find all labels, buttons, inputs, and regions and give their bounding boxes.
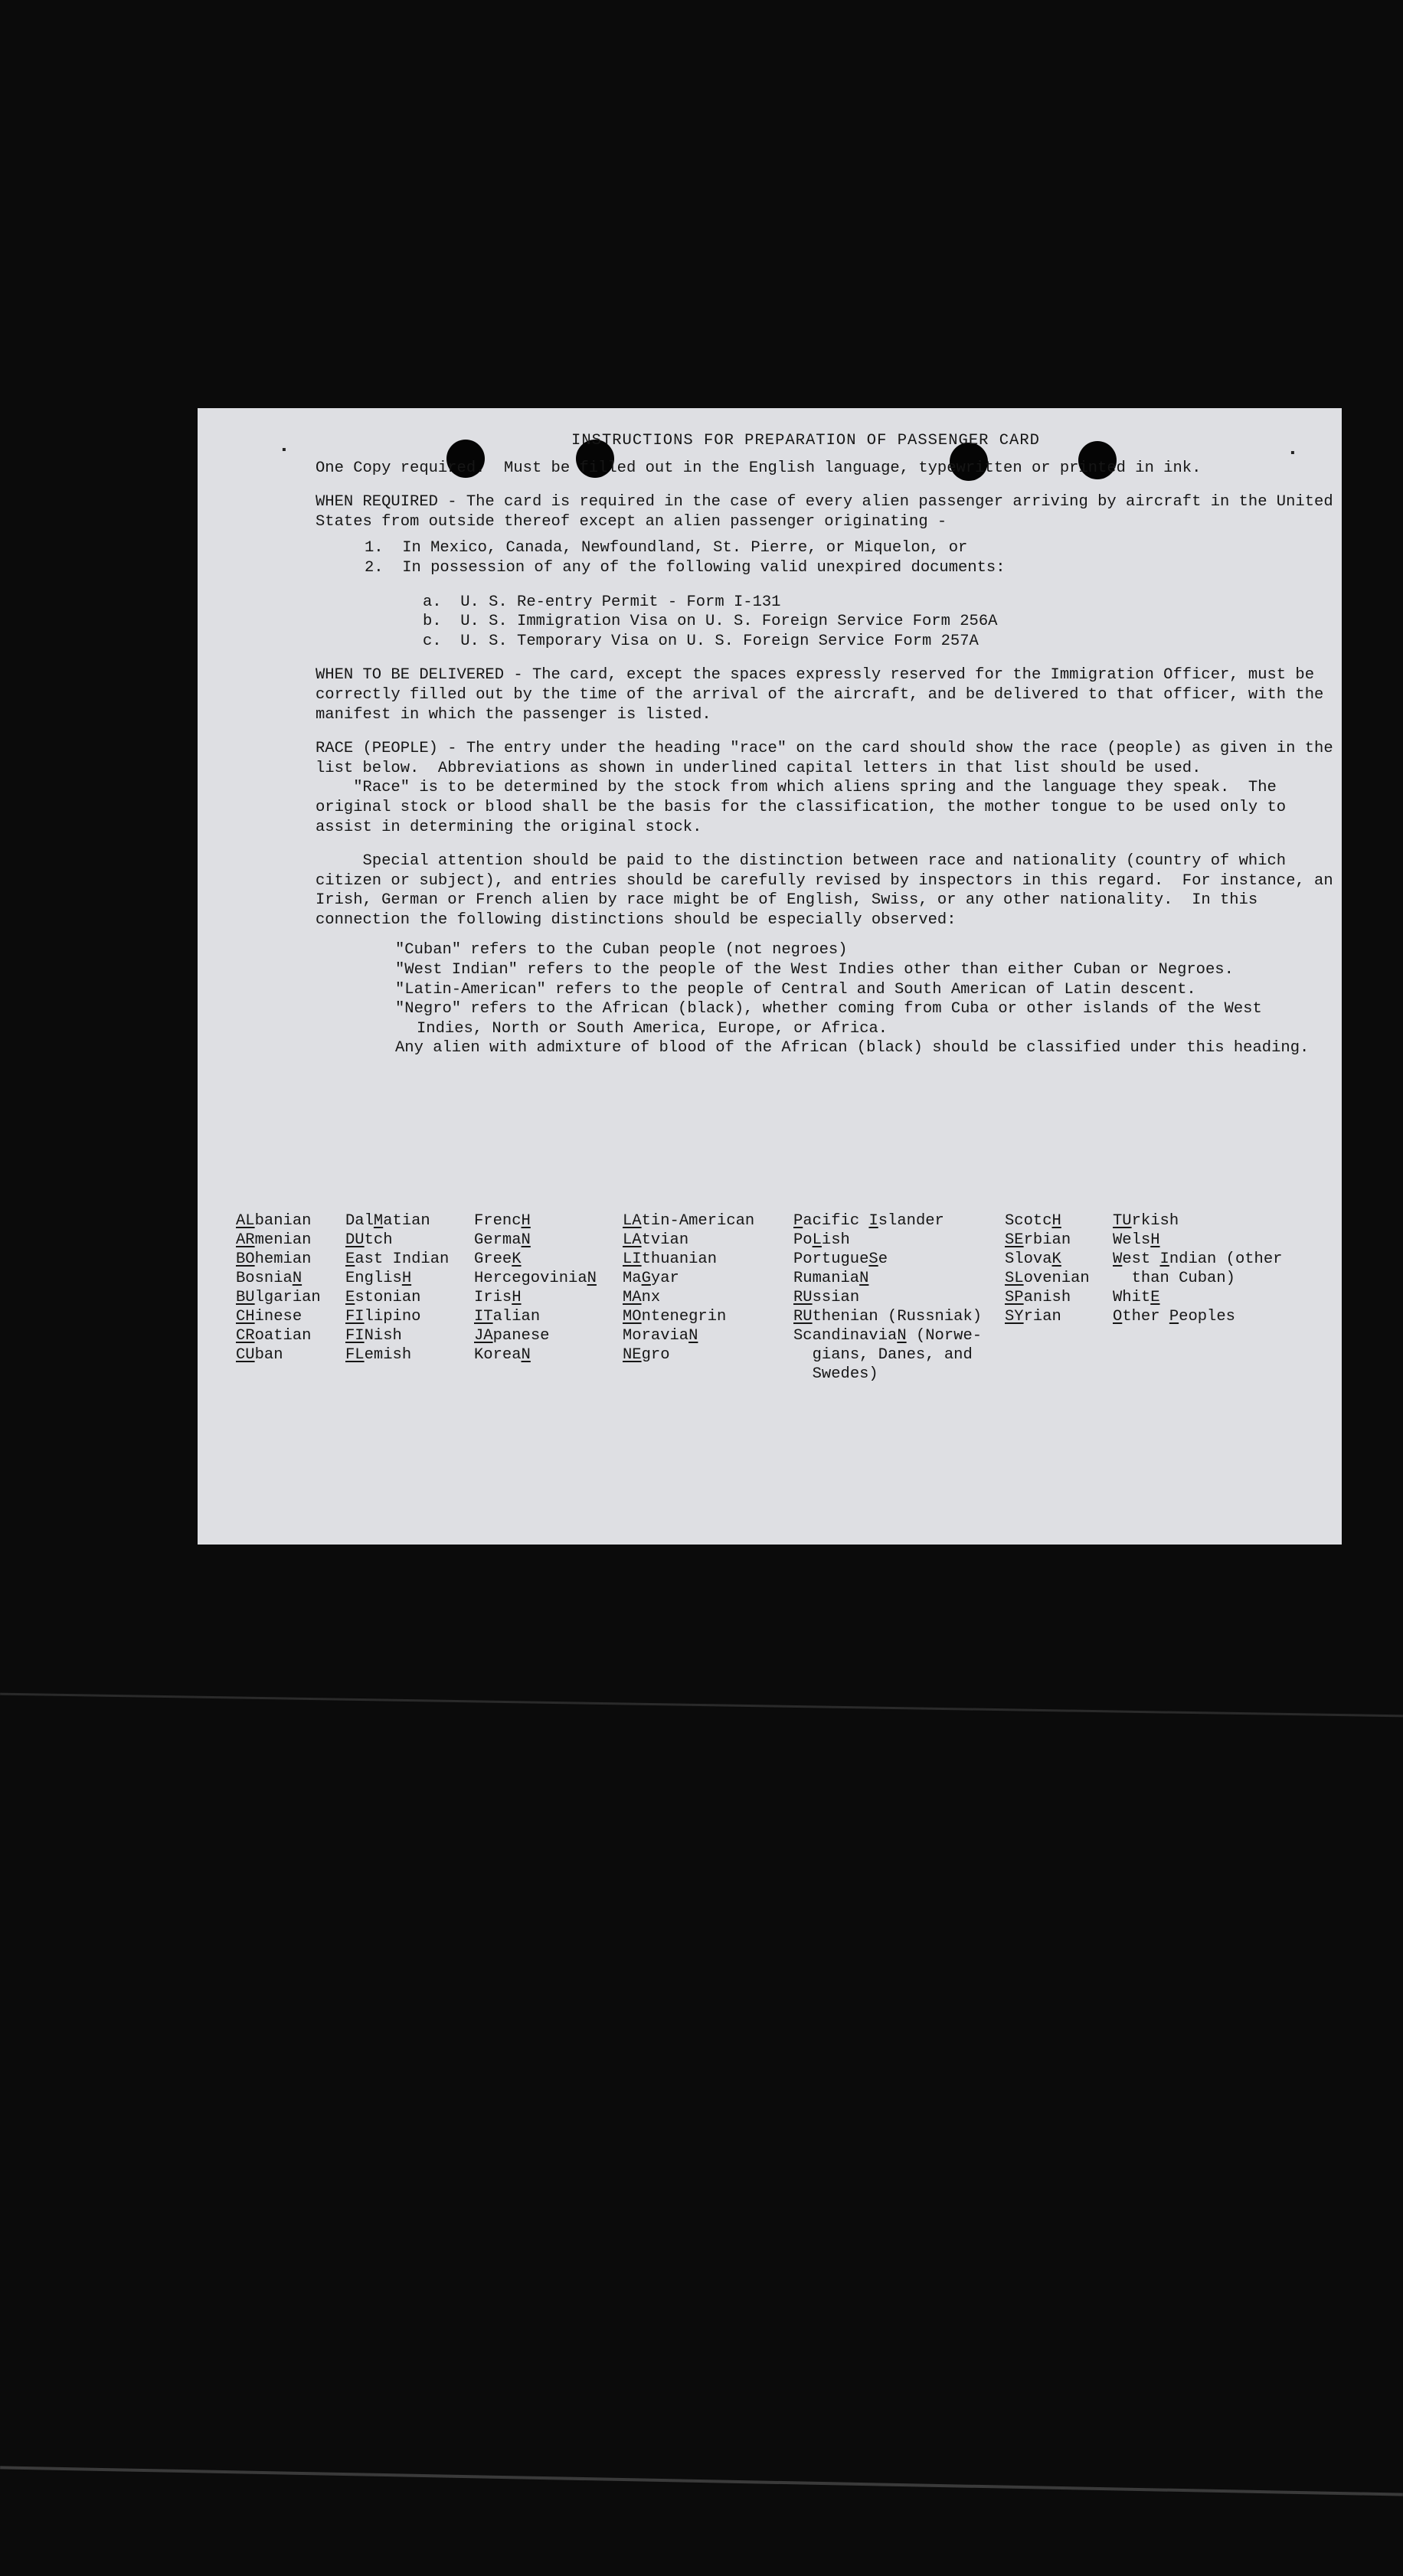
race-entry: Pacific Islander bbox=[793, 1212, 944, 1230]
race-entry: than Cuban) bbox=[1113, 1270, 1235, 1287]
race-entry: CHinese bbox=[236, 1308, 303, 1326]
race-entry: HercegoviniaN bbox=[474, 1270, 597, 1287]
race-entry: MoraviaN bbox=[623, 1327, 698, 1345]
race-list-column bbox=[793, 1211, 982, 1384]
race-entry: BosniaN bbox=[236, 1270, 303, 1287]
list-item: b. U. S. Immigration Visa on U. S. Foreign Service Form 256A bbox=[423, 613, 998, 631]
distinction-item: Any alien with admixture of blood of the African (black) should be classified under this heading. bbox=[395, 1039, 1310, 1058]
race-entry: TUrkish bbox=[1113, 1212, 1179, 1230]
race-entry: GreeK bbox=[474, 1250, 522, 1268]
race-entry: East Indian bbox=[345, 1250, 450, 1268]
race-entry: SYrian bbox=[1005, 1308, 1061, 1326]
race-entry: IrisH bbox=[474, 1289, 522, 1306]
race-entry: DalMatian bbox=[345, 1212, 430, 1230]
race-people-list bbox=[236, 1211, 1339, 1388]
race-entry: DUtch bbox=[345, 1231, 393, 1249]
race-entry: NEgro bbox=[623, 1346, 670, 1364]
race-entry: SlovaK bbox=[1005, 1250, 1061, 1268]
paragraph-one-copy: One Copy required. Must be filled out in the English language, typewritten or printed in ink. bbox=[316, 459, 1202, 477]
race-list-column bbox=[474, 1211, 597, 1365]
race-entry: JApanese bbox=[474, 1327, 550, 1345]
distinction-item: "Cuban" refers to the Cuban people (not negroes) bbox=[395, 941, 848, 959]
race-entry: SLovenian bbox=[1005, 1270, 1090, 1287]
distinction-item: "Latin-American" refers to the people of Central and South American of Latin descent. bbox=[395, 980, 1196, 999]
race-entry: PortugueSe bbox=[793, 1250, 888, 1268]
race-entry: LAtvian bbox=[623, 1231, 689, 1249]
race-entry: gians, Danes, and bbox=[793, 1346, 973, 1364]
race-entry: LAtin-American bbox=[623, 1212, 755, 1230]
race-entry: ScotcH bbox=[1005, 1212, 1061, 1230]
race-entry: BUlgarian bbox=[236, 1289, 321, 1306]
race-entry: RUssian bbox=[793, 1289, 860, 1306]
race-list-column bbox=[623, 1211, 754, 1365]
paragraph-race: RACE (PEOPLE) - The entry under the heading "race" on the card should show the race (people) as given in the list below. Abbreviations as shown in underlined capital letters in that list should be used. bbox=[316, 740, 1342, 777]
race-list-column bbox=[345, 1211, 449, 1365]
race-entry: FIlipino bbox=[345, 1308, 421, 1326]
film-scratch bbox=[0, 2466, 1403, 2496]
list-item: a. U. S. Re-entry Permit - Form I-131 bbox=[423, 593, 781, 611]
race-entry: RumaniaN bbox=[793, 1270, 869, 1287]
race-entry: West Indian (other bbox=[1113, 1250, 1283, 1268]
race-entry: WhitE bbox=[1113, 1289, 1160, 1306]
race-entry: ALbanian bbox=[236, 1212, 312, 1230]
document-body bbox=[316, 431, 1342, 1058]
paragraph-special-attention: Special attention should be paid to the distinction between race and nationality (country of which citizen or subject), and entries should be carefully revised by inspectors in this regard. For instance, an Irish, German or French alien by race might be of English, Swiss, or any other nationality. In this connection the following distinctions should be especially observed: bbox=[316, 852, 1342, 929]
race-entry: Estonian bbox=[345, 1289, 421, 1306]
race-entry: CUban bbox=[236, 1346, 283, 1364]
race-entry: CRoatian bbox=[236, 1327, 312, 1345]
stray-mark: ▪ bbox=[1289, 446, 1297, 460]
race-entry: FLemish bbox=[345, 1346, 412, 1364]
race-entry: FINish bbox=[345, 1327, 402, 1345]
passenger-card-instructions-page bbox=[198, 408, 1342, 1545]
paragraph-when-required: WHEN REQUIRED - The card is required in the case of every alien passenger arriving by aircraft in the United States from outside thereof except an alien passenger originating - bbox=[316, 493, 1342, 531]
race-entry: ITalian bbox=[474, 1308, 541, 1326]
race-entry: MaGyar bbox=[623, 1270, 679, 1287]
race-entry: Swedes) bbox=[793, 1365, 878, 1383]
document-title: INSTRUCTIONS FOR PREPARATION OF PASSENGER CARD bbox=[571, 432, 1040, 449]
distinction-item: "Negro" refers to the African (black), whether coming from Cuba or other islands of the West Indies, North or South America, Europe, or Africa. bbox=[395, 1000, 1272, 1038]
race-entry: SPanish bbox=[1005, 1289, 1071, 1306]
race-list-column bbox=[236, 1211, 321, 1365]
race-entry: FrencH bbox=[474, 1212, 531, 1230]
race-list-column bbox=[1005, 1211, 1090, 1326]
race-entry: KoreaN bbox=[474, 1346, 531, 1364]
race-entry: LIthuanian bbox=[623, 1250, 718, 1268]
race-entry: BOhemian bbox=[236, 1250, 312, 1268]
race-entry: Other Peoples bbox=[1113, 1308, 1235, 1326]
race-list-column bbox=[1113, 1211, 1282, 1326]
race-entry: MOntenegrin bbox=[623, 1308, 727, 1326]
stray-mark: ▪ bbox=[280, 443, 288, 457]
paragraph-race-definition: "Race" is to be determined by the stock from which aliens spring and the language they speak. The original stock or blood shall be the basis for the classification, the mother tongue to be used only to assist in determining the original stock. bbox=[316, 779, 1296, 836]
race-entry: GermaN bbox=[474, 1231, 531, 1249]
film-scratch bbox=[0, 1693, 1403, 1718]
paragraph-when-delivered: WHEN TO BE DELIVERED - The card, except the spaces expressly reserved for the Immigration Officer, must be correctly filled out by the time of the arrival of the aircraft, and be delivered to that officer, with the manifest in which the passenger is listed. bbox=[316, 666, 1333, 724]
list-item: 1. In Mexico, Canada, Newfoundland, St. Pierre, or Miquelon, or bbox=[365, 539, 968, 557]
race-entry: PoLish bbox=[793, 1231, 850, 1249]
distinction-item: "West Indian" refers to the people of the West Indies other than either Cuban or Negroes. bbox=[395, 961, 1234, 979]
race-entry: WelsH bbox=[1113, 1231, 1160, 1249]
race-entry: ARmenian bbox=[236, 1231, 312, 1249]
race-entry: SErbian bbox=[1005, 1231, 1071, 1249]
race-entry: MAnx bbox=[623, 1289, 661, 1306]
list-item: 2. In possession of any of the following valid unexpired documents: bbox=[365, 558, 1006, 577]
race-entry: RUthenian (Russniak) bbox=[793, 1308, 983, 1326]
list-item: c. U. S. Temporary Visa on U. S. Foreign Service Form 257A bbox=[423, 632, 979, 650]
race-entry: ScandinaviaN (Norwe- bbox=[793, 1327, 983, 1345]
race-entry: EnglisH bbox=[345, 1270, 412, 1287]
